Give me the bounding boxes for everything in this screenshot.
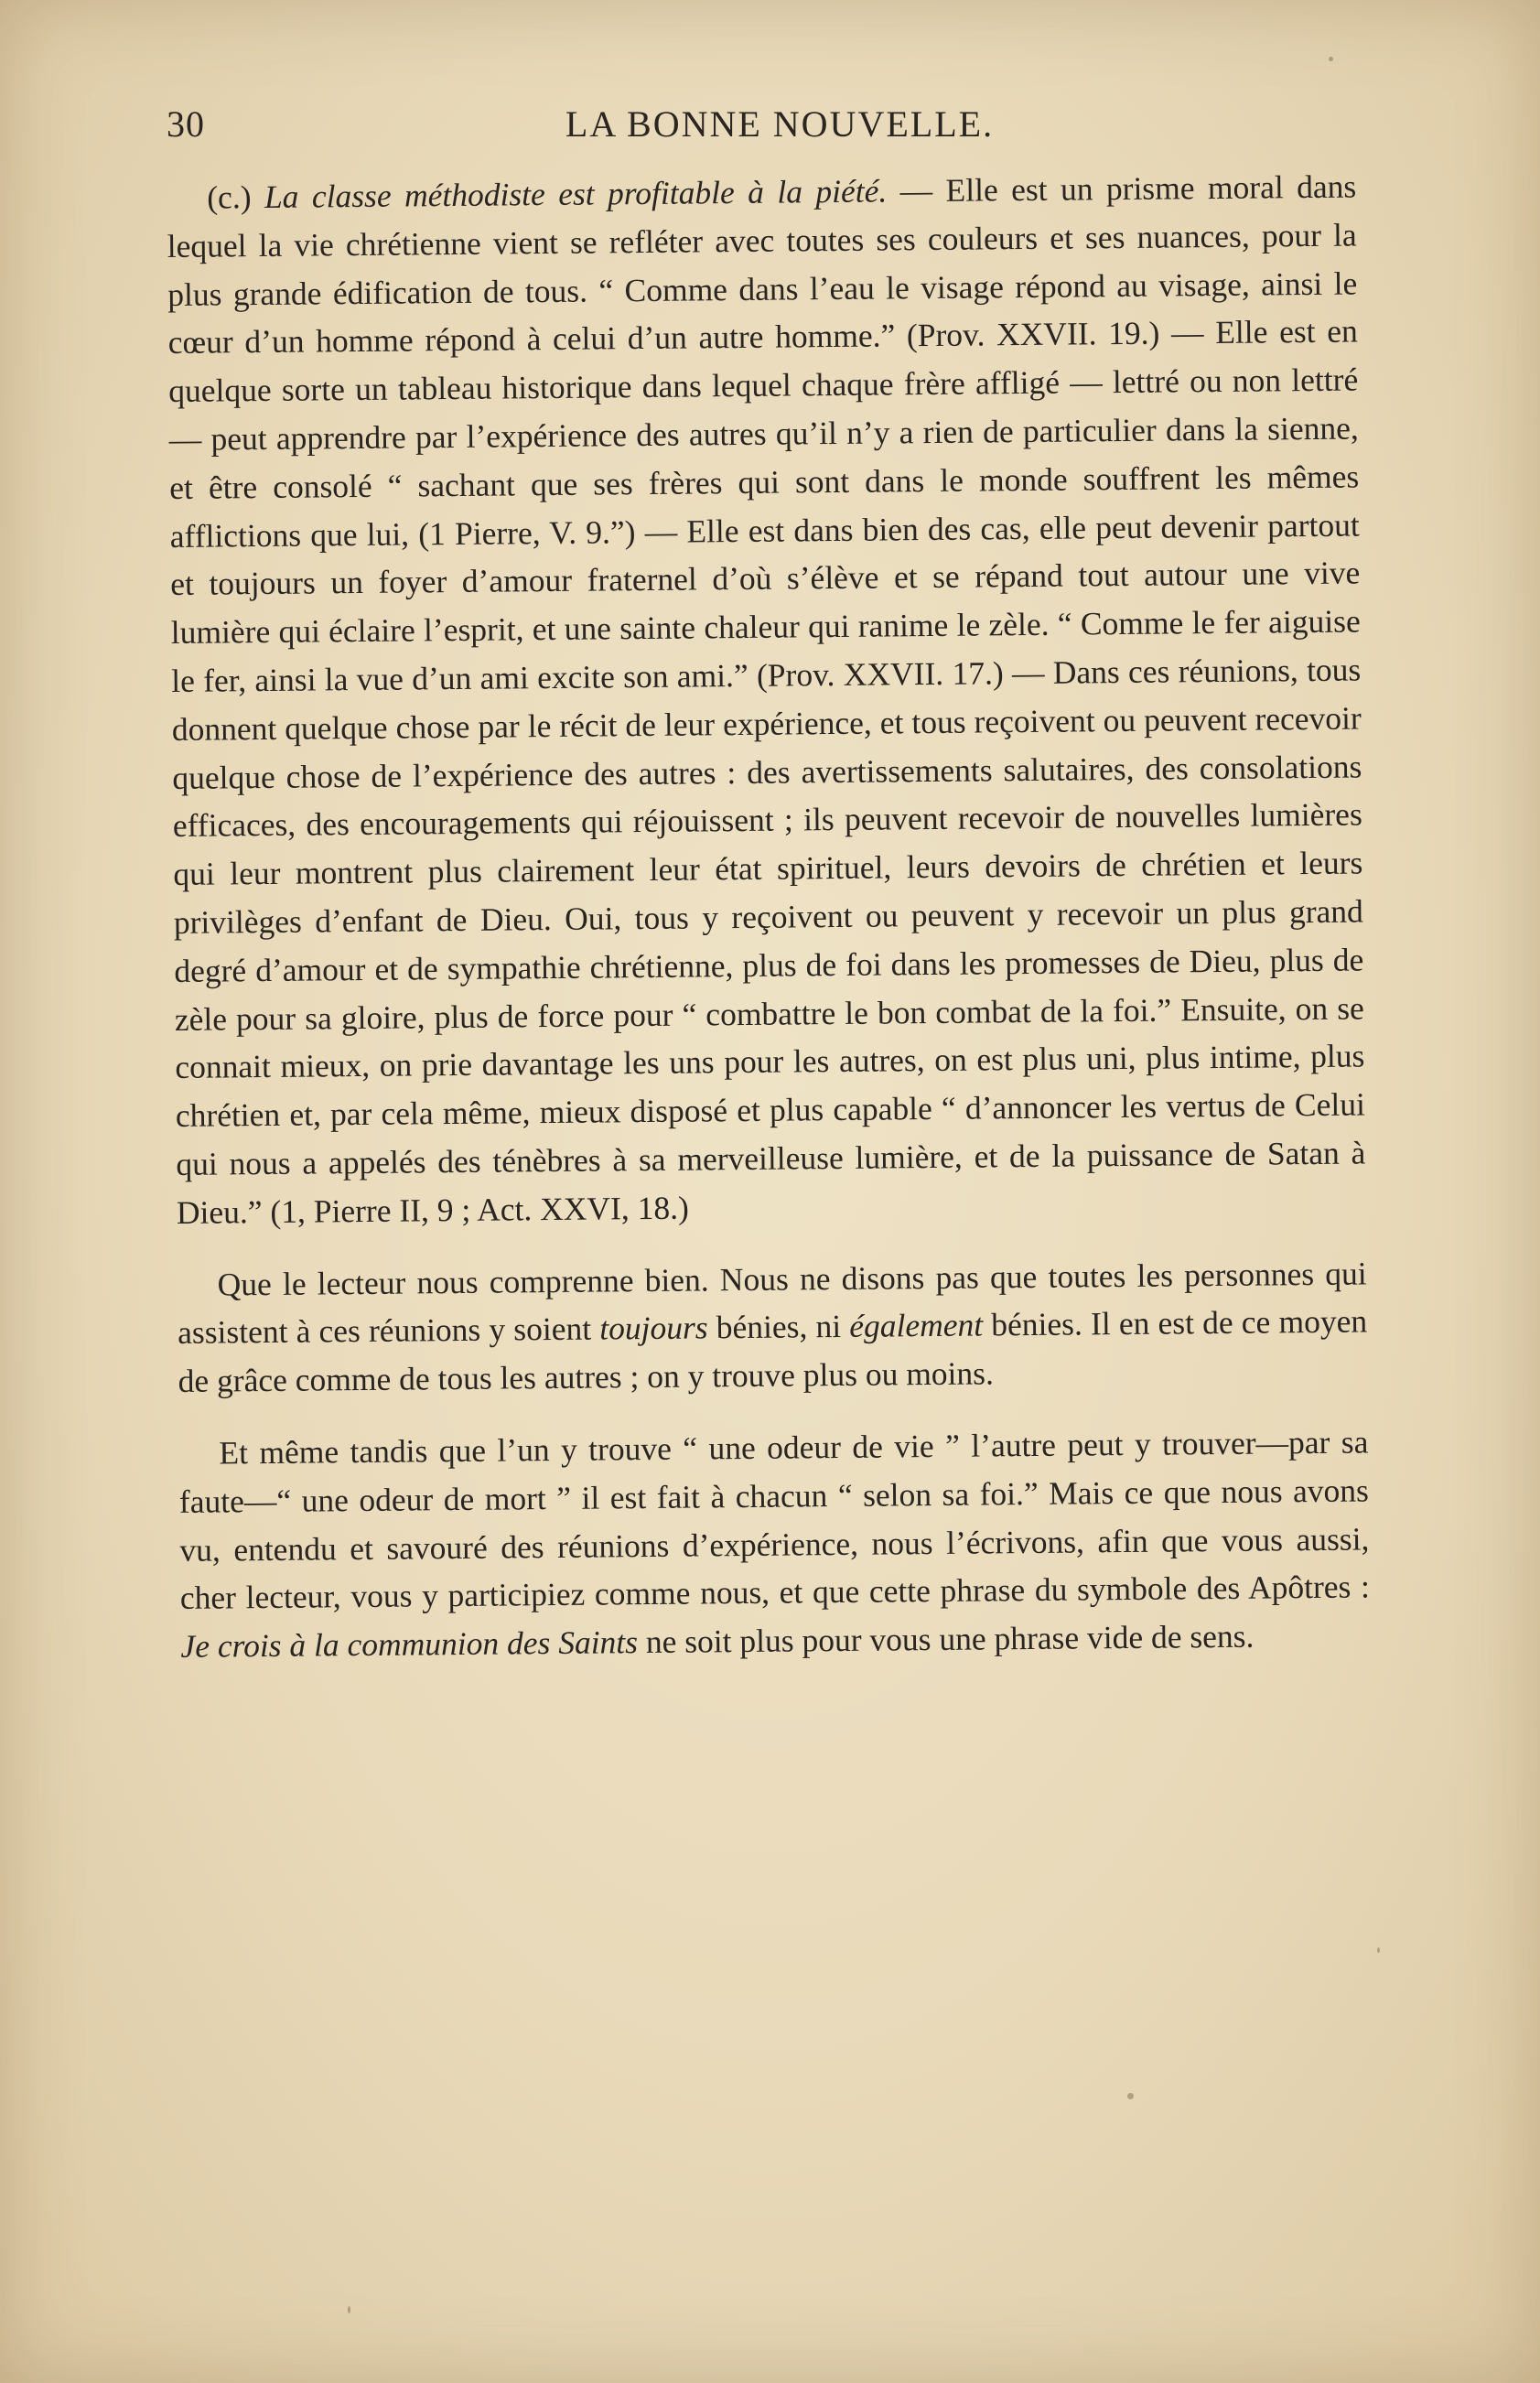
- section-lead-in: La classe méthodiste est profitable à la piété.: [264, 172, 888, 215]
- emphasis-symbole: Je crois à la communion des Saints: [180, 1623, 639, 1666]
- paper-speck: [1329, 57, 1333, 61]
- paragraph-2-text-a: Que le lecteur nous comprenne bien. Nous ne disons pas que toutes les personnes qui assistent à ces réunions y soient: [177, 1254, 1367, 1352]
- page-number: 30: [167, 103, 205, 145]
- paragraph-1: [167, 163, 1366, 1237]
- paragraph-3-text-a: Et même tandis que l’un y trouve “ une odeur de vie ” l’autre peut y trouver—par sa faute—“ une odeur de mort ” il est fait à chacun “ selon sa foi.” Mais ce que nous avons vu, entendu et savouré des réunions d’expérience, nous l’écrivons, afin que vous aussi, cher lecteur, vous y participiez comme nous, et que cette phrase du symbole des Apôtres :: [178, 1423, 1371, 1617]
- emphasis-egalement: également: [849, 1306, 984, 1345]
- paragraph-2: [177, 1249, 1367, 1406]
- paper-speck: [1127, 2093, 1134, 2099]
- paragraph-1-text: — Elle est un prisme moral dans lequel la vie chrétienne vient se refléter avec toutes ses couleurs et ses nuances, pour la plus grande édification de tous. “ Comme dans l’eau le visage répond au visage, ainsi le cœur d’un homme répond à celui d’un autre homme.” (Prov. XXVII. 19.) — Elle est en quelque sorte un tableau historique dans lequel chaque frère affligé — lettré ou non lettré — peut apprendre par l’expérience des autres qu’il n’y a rien de particulier dans la sienne, et être consolé “ sachant que ses frères qui sont dans le monde souffrent les mêmes afflictions que lui, (1 Pierre, V. 9.”) — Elle est dans bien des cas, elle peut devenir partout et toujours un foyer d’amour fraternel d’où s’élève et se répand tout autour une vive lumière qui éclaire l’esprit, et une sainte chaleur qui ranime le zèle. “ Comme le fer aiguise le fer, ainsi la vue d’un ami excite son ami.” (Prov. XXVII. 17.) — Dans ces réunions, tous donnent quelque chose par le récit de leur expérience, et tous reçoivent ou peuvent recevoir quelque chose de l’expérience des autres : des avertissements salutaires, des consolations efficaces, des encouragements qui réjouissent ; ils peuvent recevoir de nouvelles lumières qui leur montrent plus clairement leur état spirituel, leurs devoirs de chrétien et leurs privilèges d’enfant de Dieu. Oui, tous y reçoivent ou peuvent y recevoir un plus grand degré d’amour et de sympathie chrétienne, plus de foi dans les promesses de Dieu, plus de zèle pour sa gloire, plus de force pour “ combattre le bon combat de la foi.” Ensuite, on se connait mieux, on prie davantage les uns pour les autres, on est plus uni, plus intime, plus chrétien et, par cela même, mieux disposé et plus capable “ d’annoncer les vertus de Celui qui nous a appelés des ténèbres à sa merveilleuse lumière, et de la puissance de Satan à Dieu.” (1, Pierre II, 9 ; Act. XXVI, 18.): [167, 167, 1366, 1231]
- paragraph-3: [178, 1418, 1370, 1670]
- paragraph-2-text-c: bénies. Il en est de ce moyen de grâce comme de tous les autres ; on y trouve plus ou moins.: [178, 1302, 1368, 1400]
- paper-speck: [1377, 1947, 1380, 1953]
- page-body: [167, 163, 1371, 1671]
- paper-speck: [348, 2306, 350, 2313]
- emphasis-toujours: toujours: [599, 1309, 708, 1347]
- paragraph-3-text-b: ne soit plus pour vous une phrase vide de sens.: [637, 1617, 1255, 1661]
- running-title: LA BONNE NOUVELLE.: [565, 103, 995, 145]
- page-header: [167, 102, 1356, 157]
- paragraph-2-text-b: bénies, ni: [707, 1308, 850, 1346]
- section-marker: (c.): [207, 178, 252, 216]
